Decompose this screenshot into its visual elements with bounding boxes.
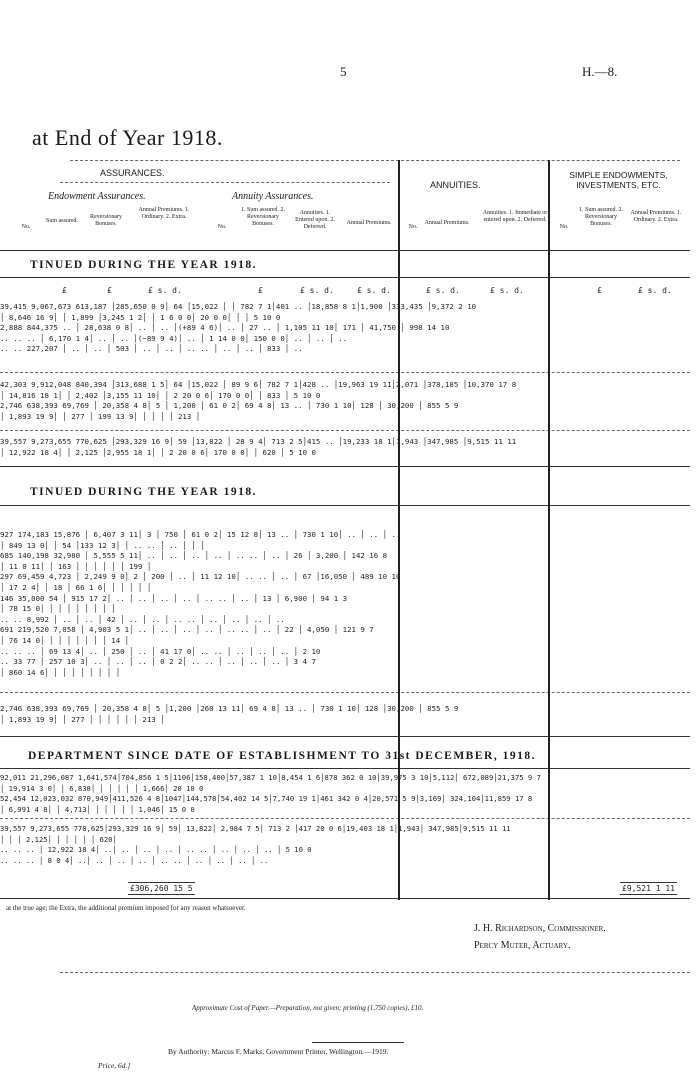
section-title-3: DEPARTMENT SINCE DATE OF ESTABLISHMENT TO 31st DECEMBER, 1918. xyxy=(28,750,536,762)
section-2-rule xyxy=(0,505,690,506)
table-block-2a xyxy=(0,530,400,678)
annuity-assurances-heading: Annuity Assurances. xyxy=(232,191,314,202)
table-block-1c xyxy=(0,437,516,458)
sub-simple-premiums: Annual Premiums. 1. Ordinary. 2. Extra. xyxy=(630,210,682,223)
currency-cell: £ xyxy=(62,286,67,295)
table-block-1b xyxy=(0,380,516,422)
section-1-rule xyxy=(0,277,690,278)
section-title-1: TINUED DURING THE YEAR 1918. xyxy=(30,259,257,271)
table-row: 39,415 9,067,673 613,187 │285,650 0 9│ 64 │15,022 │ │ 782 7 1│401 .. │18,858 8 1│1,900 │333,435 │9,372 2 10 xyxy=(0,302,477,311)
sub-annual-premiums: Annual Premiums. 1. Ordinary. 2. Extra. xyxy=(138,207,190,220)
footer-rule xyxy=(60,972,690,973)
authority-rule xyxy=(312,1042,404,1043)
section-1-end-rule xyxy=(0,466,690,467)
sub-ann-annuities: Annuities. 1. Immediate or entered upon. 2. Deferred. xyxy=(482,210,548,223)
signature-actuary: Percy Muter, Actuary. xyxy=(474,940,571,951)
table-row: .. .. .. │ 6,170 1 4│ .. │ .. │(−89 9 4)│ .. │ 1 14 0 0│ 150 0 0│ .. │ .. │ .. xyxy=(0,333,348,343)
table-row: │ 17 2 4│ │ 18 │ 66 1 6│ │ │ │ │ │ xyxy=(0,582,152,592)
table-row: 685 140,198 32,980 │ 5,555 5 11│ .. │ .. │ .. │ .. │ .. .. │ .. │ 26 │ 3,200 │ 142 16 8 xyxy=(0,551,388,561)
table-row: │ 1,893 19 9│ │ 277 │ 199 13 9│ │ │ │ │ 213 │ xyxy=(0,411,201,421)
column-divider xyxy=(548,160,550,900)
currency-cell: £ xyxy=(258,286,263,295)
table-row: .. .. 8,992 │ .. │ .. │ 42 │ .. │ .. │ .. .. │ .. │ .. │ .. │ .. xyxy=(0,614,285,624)
table-row: │ 12,922 18 4│ │ 2,125 │2,955 18 1│ │ 2 20 0 6│ 170 0 0│ │ 620 │ 5 10 0 xyxy=(0,447,316,457)
authority-line: By Authority: Marcus F. Marks, Government Printer, Wellington.—1919. xyxy=(168,1047,389,1056)
header-top-rule xyxy=(70,160,680,161)
table-row: │ 14,816 18 1│ │ 2,402 │3,155 11 10│ │ 2 20 0 6│ 170 0 0│ │ 833 │ 5 10 0 xyxy=(0,390,321,400)
table-row: │ 11 0 11│ │ 163 │ │ │ │ │ │ 199 │ xyxy=(0,561,152,571)
sub-annuity-no: No. xyxy=(217,224,227,230)
row-rule xyxy=(0,430,690,431)
sub-ann-no: No. xyxy=(408,224,418,230)
table-row: │ 19,914 3 0│ │ 6,838│ │ │ │ │ │ 1,666│ 20 10 0 xyxy=(0,783,204,793)
table-row: .. 33 77 │ 257 10 3│ .. │ .. │ .. │ 0 2 2│ .. .. │ .. │ .. │ .. │ 3 4 7 xyxy=(0,657,316,667)
table-row: │ 849 13 0│ │ 54 │133 12 3│ │ .. .. │ .. │ │ │ xyxy=(0,540,205,550)
table-row: 2,746 638,393 69,769 │ 20,358 4 8│ 5 │ 1,200 │ 61 0 2│ 69 4 8│ 13 .. │ 730 1 10│ 128 │ 30,200 │ 855 5 9 xyxy=(0,401,459,410)
section-title-2: TINUED DURING THE YEAR 1918. xyxy=(30,486,257,498)
table-bottom-rule xyxy=(0,898,690,899)
price-note: Price, 6d.] xyxy=(98,1061,131,1070)
currency-cell: £ s. d. xyxy=(357,286,391,295)
table-row: .. .. 227,207 │ .. │ .. │ 503 │ .. │ .. │ .. .. │ .. │ .. │ 833 │ .. xyxy=(0,344,303,353)
table-row: 2,746 638,393 69,769 │ 20,358 4 8│ 5 │1,200 │260 13 11│ 69 4 8│ 13 .. │ 730 1 10│ 128 │30,200 │ 855 5 9 xyxy=(0,704,459,713)
sub-sum-assured: Sum assured. xyxy=(46,218,78,224)
currency-cell: £ s. d. xyxy=(490,286,524,295)
total-right: £9,521 1 11 xyxy=(622,884,675,893)
table-block-3b xyxy=(0,824,511,866)
table-block-3a xyxy=(0,773,541,815)
table-row: │ 76 14 0│ │ │ │ │ │ │ │ 14 │ xyxy=(0,635,130,645)
table-row: │ 1,893 19 9│ │ 277 │ │ │ │ │ │ 213 │ xyxy=(0,714,165,724)
page-number: 5 xyxy=(340,64,347,79)
row-rule xyxy=(0,372,690,373)
table-row: .. .. .. │ 12,922 18 4│ ..│ .. │ .. │ .. │ .. .. │ .. │ .. │ .. │ 5 10 0 xyxy=(0,845,312,854)
table-block-2b xyxy=(0,704,458,725)
currency-cell: £ s. d. xyxy=(300,286,334,295)
table-block-1a xyxy=(0,302,476,355)
row-rule xyxy=(0,692,690,693)
header-bottom-rule xyxy=(0,250,690,251)
table-row: .. .. .. │ 8 0 4│ ..│ .. │ .. │ .. │ .. .. │ .. │ .. │ .. │ .. xyxy=(0,855,269,865)
table-row: 297 69,459 4,723 │ 2,249 9 0│ 2 │ 200 │ .. │ 11 12 10│ .. .. │ .. │ 67 │16,050 │ 489 10 10 xyxy=(0,572,401,582)
table-row: 52,454 12,023,032 870,949│411,526 4 8│1047│144,578│54,402 14 5│7,740 19 1│461 342 0 4│20,571 5 9│3,169│ 324,104│11,859 17 8 xyxy=(0,794,533,803)
table-row: │ 860 14 6│ │ │ │ │ │ │ │ │ xyxy=(0,667,121,677)
table-row: │ 6,991 4 8│ │ 4,713│ │ │ │ │ │ 1,046│ 15 0 0 xyxy=(0,804,195,814)
simple-endowments-heading: SIMPLE ENDOWMENTS, INVESTMENTS, ETC. xyxy=(569,170,668,190)
table-row: │ 78 15 0│ │ │ │ │ │ │ │ │ xyxy=(0,604,116,614)
row-rule xyxy=(0,818,690,819)
table-row: .. .. .. │ 69 13 4│ .. │ 250 │ .. │ 41 17 0│ .. .. │ .. │ .. │ .. │ 2 10 xyxy=(0,646,321,656)
page-title: at End of Year 1918. xyxy=(32,125,223,150)
currency-cell: £ s. d. xyxy=(426,286,460,295)
sub-simple-no: No. xyxy=(559,224,569,230)
table-row: 146 35,000 54 │ 915 17 2│ .. │ .. │ .. │ .. │ .. .. │ .. │ 13 │ 6,900 │ 94 1 3 xyxy=(0,593,348,603)
assurances-heading: ASSURANCES. xyxy=(100,168,165,178)
sub-no: No. xyxy=(21,224,31,230)
sub-annuity-premiums: Annual Premiums. xyxy=(346,220,392,226)
table-row: │ 8,646 16 9│ │ 1,899 │3,245 1 2│ │ 1 6 0 0│ 20 0 0│ │ │ 5 10 0 xyxy=(0,312,281,322)
cost-note: Approximate Cost of Paper.—Preparation, not given; printing (1,750 copies), £10. xyxy=(192,1004,424,1012)
table-row: 927 174,183 15,876 │ 6,407 3 11│ 3 │ 750 │ 61 0 2│ 15 12 8│ 13 .. │ 730 1 10│ .. │ .. │ .. xyxy=(0,530,401,539)
sub-annuity-annuities: Annuities. 1. Entered upon. 2. Deferred. xyxy=(295,210,335,230)
table-row: 691 219,520 7,058 │ 4,903 5 1│ .. │ .. │ .. │ .. │ .. .. │ .. │ 22 │ 4,050 │ 121 9 7 xyxy=(0,625,374,635)
currency-cell: £ xyxy=(107,286,112,295)
currency-cell: £ s. d. xyxy=(148,286,182,295)
sub-reversionary: Reversionary Bonuses. xyxy=(90,214,122,227)
currency-cell: £ s. d. xyxy=(638,286,672,295)
sub-annuity-sum: 1. Sum assured. 2. Reversionary Bonuses. xyxy=(241,207,285,227)
sub-ann-premiums: Annual Premiums. xyxy=(424,220,470,226)
footnote: at the true age; the Extra, the additional premium imposed for any reason whatsoever. xyxy=(6,904,246,912)
annuities-heading: ANNUITIES. xyxy=(430,180,481,190)
column-divider xyxy=(398,160,400,900)
section-2-end-rule xyxy=(0,736,690,737)
currency-cell: £ xyxy=(597,286,602,295)
table-row: 92,011 21,296,087 1,641,574│704,856 1 5│1106│158,400│57,387 1 10│8,454 1 6│878 362 0 10│39,975 3 10│5,112│ 672,089│21,375 9 7 xyxy=(0,773,541,782)
total-left: £306,260 15 5 xyxy=(130,884,193,893)
table-row: 39,557 9,273,655 770,625 │293,329 16 9│ 59 │13,822 │ 28 9 4│ 713 2 5│415 .. │19,233 18 1│1,943 │347,985 │9,515 11 11 xyxy=(0,437,517,446)
assurances-rule xyxy=(60,182,390,183)
sub-simple-sum: 1. Sum assured. 2. Reversionary Bonuses. xyxy=(579,207,623,227)
section-3-rule xyxy=(0,768,690,769)
table-row: 42,303 9,912,048 840,394 │313,688 1 5│ 64 │15,022 │ 89 9 6│ 782 7 1│428 .. │19,963 19 11│2,071 │378,185 │10,370 17 8 xyxy=(0,380,517,389)
table-row: 39,557 9,273,655 770,625│293,329 16 9│ 59│ 13,822│ 2,984 7 5│ 713 2 │417 20 0 6│19,403 18 1│1,943│ 347,985│9,515 11 11 xyxy=(0,824,511,833)
table-row: 2,888 844,375 .. │ 28,638 0 8│ .. │ .. │(+89 4 6)│ .. │ 27 .. │ 1,105 11 10│ 171 │ 41,750 │ 998 14 10 xyxy=(0,323,450,332)
document-code: H.—8. xyxy=(582,64,618,79)
signature-commissioner: J. H. Richardson, Commissioner. xyxy=(474,923,606,934)
table-row: │ │ │ 2,125│ │ │ │ │ │ 620│ xyxy=(0,834,117,844)
endowment-heading: Endowment Assurances. xyxy=(48,191,146,202)
